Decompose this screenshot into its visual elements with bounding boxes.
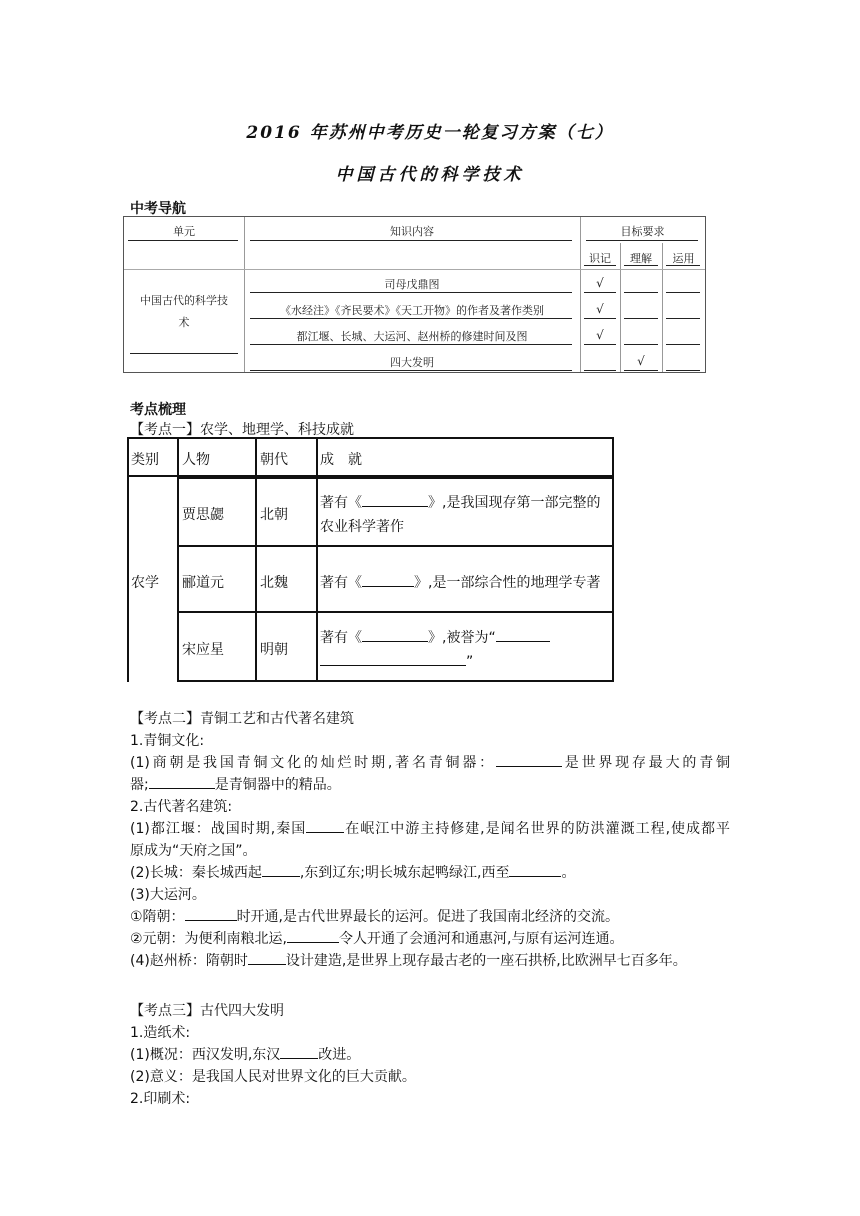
kd2-text: 器;: [130, 777, 149, 793]
fill-blank[interactable]: [320, 651, 466, 666]
kd2-text: (2)长城：秦长城西起: [130, 865, 262, 881]
kd2-text: (1)商朝是我国青铜文化的灿烂时期,著名青铜器：: [130, 755, 496, 771]
page-subtitle: 中国古代的科学技术: [335, 165, 525, 185]
nav-table: [123, 216, 706, 373]
kd2-text: 令人开通了会通河和通惠河,与原有运河连通。: [339, 931, 624, 947]
fill-blank[interactable]: [306, 818, 344, 833]
kd1-achievement-line2: ”: [466, 654, 474, 670]
nav-unit-label-2: 术: [178, 316, 190, 329]
fill-blank[interactable]: [362, 572, 414, 587]
kd1-achievement-pre: 著有《: [320, 495, 362, 511]
fill-blank[interactable]: [362, 627, 428, 642]
kd2-section-1: 1.青铜文化:: [130, 733, 205, 749]
nav-sub-apply: 运用: [672, 252, 695, 265]
nav-row-content: 四大发明: [390, 356, 434, 369]
kd1-header: 人物: [182, 452, 210, 468]
nav-heading: 中考导航: [130, 201, 186, 217]
nav-row-content: 司母戊鼎图: [384, 278, 440, 291]
kd2-text: (4)赵州桥：隋朝时: [130, 953, 248, 969]
kd1-person: 郦道元: [182, 575, 224, 591]
kd1-achievement-pre: 著有《: [320, 630, 362, 646]
kd2-text: 是青铜器中的精品。: [214, 777, 341, 793]
kd1-table: [127, 437, 614, 682]
kd2-text: 是世界现存最大的青铜: [561, 755, 731, 771]
nav-unit-label-1: 中国古代的科学技: [140, 294, 228, 307]
fill-blank[interactable]: [149, 774, 215, 789]
nav-row-content: 都江堰、长城、大运河、赵州桥的修建时间及图: [296, 330, 528, 343]
kd3-text: (2)意义：是我国人民对世界文化的巨大贡献。: [130, 1069, 416, 1085]
kd2-section-2: 2.古代著名建筑:: [130, 799, 233, 815]
kd1-achievement-post: 》,是我国现存第一部完整的: [428, 495, 601, 511]
nav-sub-recall: 识记: [589, 252, 611, 265]
kd1-achievement-pre: 著有《: [320, 575, 362, 591]
kd1-achievement-post: 》,是一部综合性的地理学专著: [414, 575, 601, 591]
kd3-text: (1)概况：西汉发明,东汉: [130, 1047, 281, 1063]
nav-col-content: 知识内容: [390, 225, 434, 238]
kd2-text: 设计建造,是世界上现存最古老的一座石拱桥,比欧洲早七百多年。: [285, 953, 687, 969]
fill-blank[interactable]: [496, 627, 550, 642]
fill-blank[interactable]: [262, 862, 300, 877]
kd2-text: 。: [561, 865, 576, 881]
kd1-header: 类别: [131, 452, 159, 468]
fill-blank[interactable]: [287, 928, 339, 943]
nav-row-mark: √: [637, 354, 645, 368]
fill-blank[interactable]: [509, 862, 561, 877]
kd2-text: (1)都江堰：战国时期,秦国: [130, 821, 307, 837]
kd3-text: 改进。: [318, 1047, 361, 1063]
nav-sub-understand: 理解: [630, 252, 652, 265]
fill-blank[interactable]: [280, 1044, 318, 1059]
page-title: 2016 年苏州中考历史一轮复习方案（七）: [246, 123, 614, 143]
kd3-title: 【考点三】古代四大发明: [130, 1003, 284, 1019]
kd1-achievement-post: 》,被誉为“: [428, 630, 496, 646]
kd1-dynasty: 北魏: [260, 575, 288, 591]
kd1-dynasty: 北朝: [260, 507, 288, 523]
nav-col-unit: 单元: [173, 225, 195, 238]
kd1-achievement-line2: 农业科学著作: [320, 519, 404, 535]
nav-row-mark: √: [596, 276, 604, 290]
nav-row-mark: √: [596, 328, 604, 342]
kd1-title: 【考点一】农学、地理学、科技成就: [130, 422, 354, 438]
fill-blank[interactable]: [248, 950, 286, 965]
kd1-dynasty: 明朝: [260, 642, 288, 658]
fill-blank[interactable]: [185, 906, 237, 921]
kd2-text: ②元朝：为便利南粮北运,: [130, 931, 288, 947]
kd1-header: 朝代: [260, 452, 288, 468]
fill-blank[interactable]: [496, 752, 562, 767]
kd2-text: 原成为“天府之国”。: [130, 843, 257, 859]
review-heading: 考点梳理: [130, 402, 186, 418]
fill-blank[interactable]: [362, 492, 428, 507]
kd2-title: 【考点二】青铜工艺和古代著名建筑: [130, 711, 354, 727]
kd2-text: ,东到辽东;明长城东起鸭绿江,西至: [299, 865, 510, 881]
kd1-person: 宋应星: [182, 642, 224, 658]
kd3-section-1: 1.造纸术:: [130, 1025, 191, 1041]
kd1-header: 成 就: [320, 452, 362, 468]
kd1-person: 贾思勰: [182, 507, 224, 523]
kd2-text: ①隋朝：: [130, 909, 185, 925]
kd2-text: 时开通,是古代世界最长的运河。促进了我国南北经济的交流。: [236, 909, 620, 925]
nav-row-content: 《水经注》《齐民要术》《天工开物》的作者及著作类别: [280, 304, 544, 317]
kd2-text: (3)大运河。: [130, 887, 206, 903]
nav-col-goal: 目标要求: [620, 225, 665, 238]
kd2-text: 在岷江中游主持修建,是闻名世界的防洪灌溉工程,使成都平: [344, 821, 731, 837]
kd1-category: 农学: [131, 575, 159, 591]
nav-row-mark: √: [596, 302, 604, 316]
kd3-section-2: 2.印刷术:: [130, 1091, 191, 1107]
